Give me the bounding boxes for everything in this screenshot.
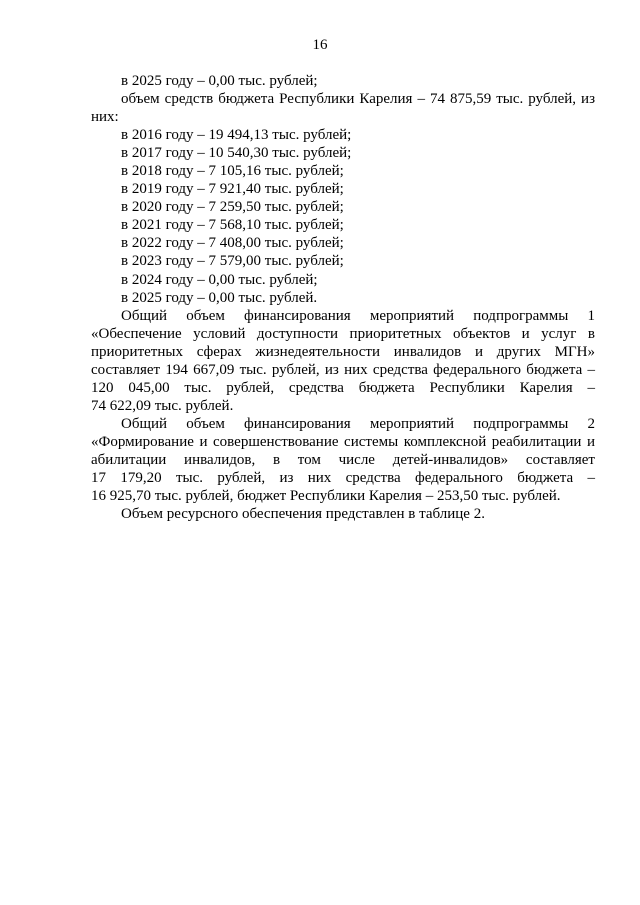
text-line: «Формирование и совершенствование системы комплексной реабилитации и — [91, 433, 595, 450]
text-line: в 2019 году – 7 921,40 тыс. рублей; — [121, 181, 344, 198]
text-line: 17 179,20 тыс. рублей, из них средства федерального бюджета – — [91, 470, 595, 487]
text-line: в 2018 году – 7 105,16 тыс. рублей; — [121, 163, 344, 180]
text-line: 16 925,70 тыс. рублей, бюджет Республики Карелия – 253,50 тыс. рублей. — [91, 488, 561, 505]
text-line: «Обеспечение условий доступности приоритетных объектов и услуг в — [91, 325, 595, 342]
text-line: в 2024 году – 0,00 тыс. рублей; — [121, 271, 318, 288]
text-line: 120 045,00 тыс. рублей, средства бюджета Республики Карелия – — [91, 379, 595, 396]
text-line: 74 622,09 тыс. рублей. — [91, 397, 234, 414]
text-line: в 2025 году – 0,00 тыс. рублей; — [121, 73, 318, 89]
text-line: объем средств бюджета Республики Карелия – 74 875,59 тыс. рублей, из — [121, 91, 595, 108]
text-line: в 2022 году – 7 408,00 тыс. рублей; — [121, 235, 344, 252]
text-line: Общий объем финансирования мероприятий подпрограммы 2 — [121, 415, 595, 432]
text-line: Общий объем финансирования мероприятий подпрограммы 1 — [121, 307, 595, 324]
text-line: них: — [91, 109, 119, 126]
page-number: 16 — [312, 37, 328, 53]
document-body — [91, 72, 595, 523]
text-line: в 2020 году – 7 259,50 тыс. рублей; — [121, 199, 344, 216]
text-line: абилитации инвалидов, в том числе детей-инвалидов» составляет — [91, 451, 595, 468]
text-line: в 2021 году – 7 568,10 тыс. рублей; — [121, 217, 344, 234]
text-line: в 2017 году – 10 540,30 тыс. рублей; — [121, 145, 352, 162]
text-line: Объем ресурсного обеспечения представлен в таблице 2. — [121, 506, 485, 523]
text-line: в 2023 году – 7 579,00 тыс. рублей; — [121, 253, 344, 270]
text-line: в 2025 году – 0,00 тыс. рублей. — [121, 289, 318, 306]
text-line: приоритетных сферах жизнедеятельности инвалидов и других МГН» — [91, 343, 595, 360]
text-line: составляет 194 667,09 тыс. рублей, из них средства федерального бюджета – — [91, 361, 595, 378]
text-line: в 2016 году – 19 494,13 тыс. рублей; — [121, 127, 352, 144]
